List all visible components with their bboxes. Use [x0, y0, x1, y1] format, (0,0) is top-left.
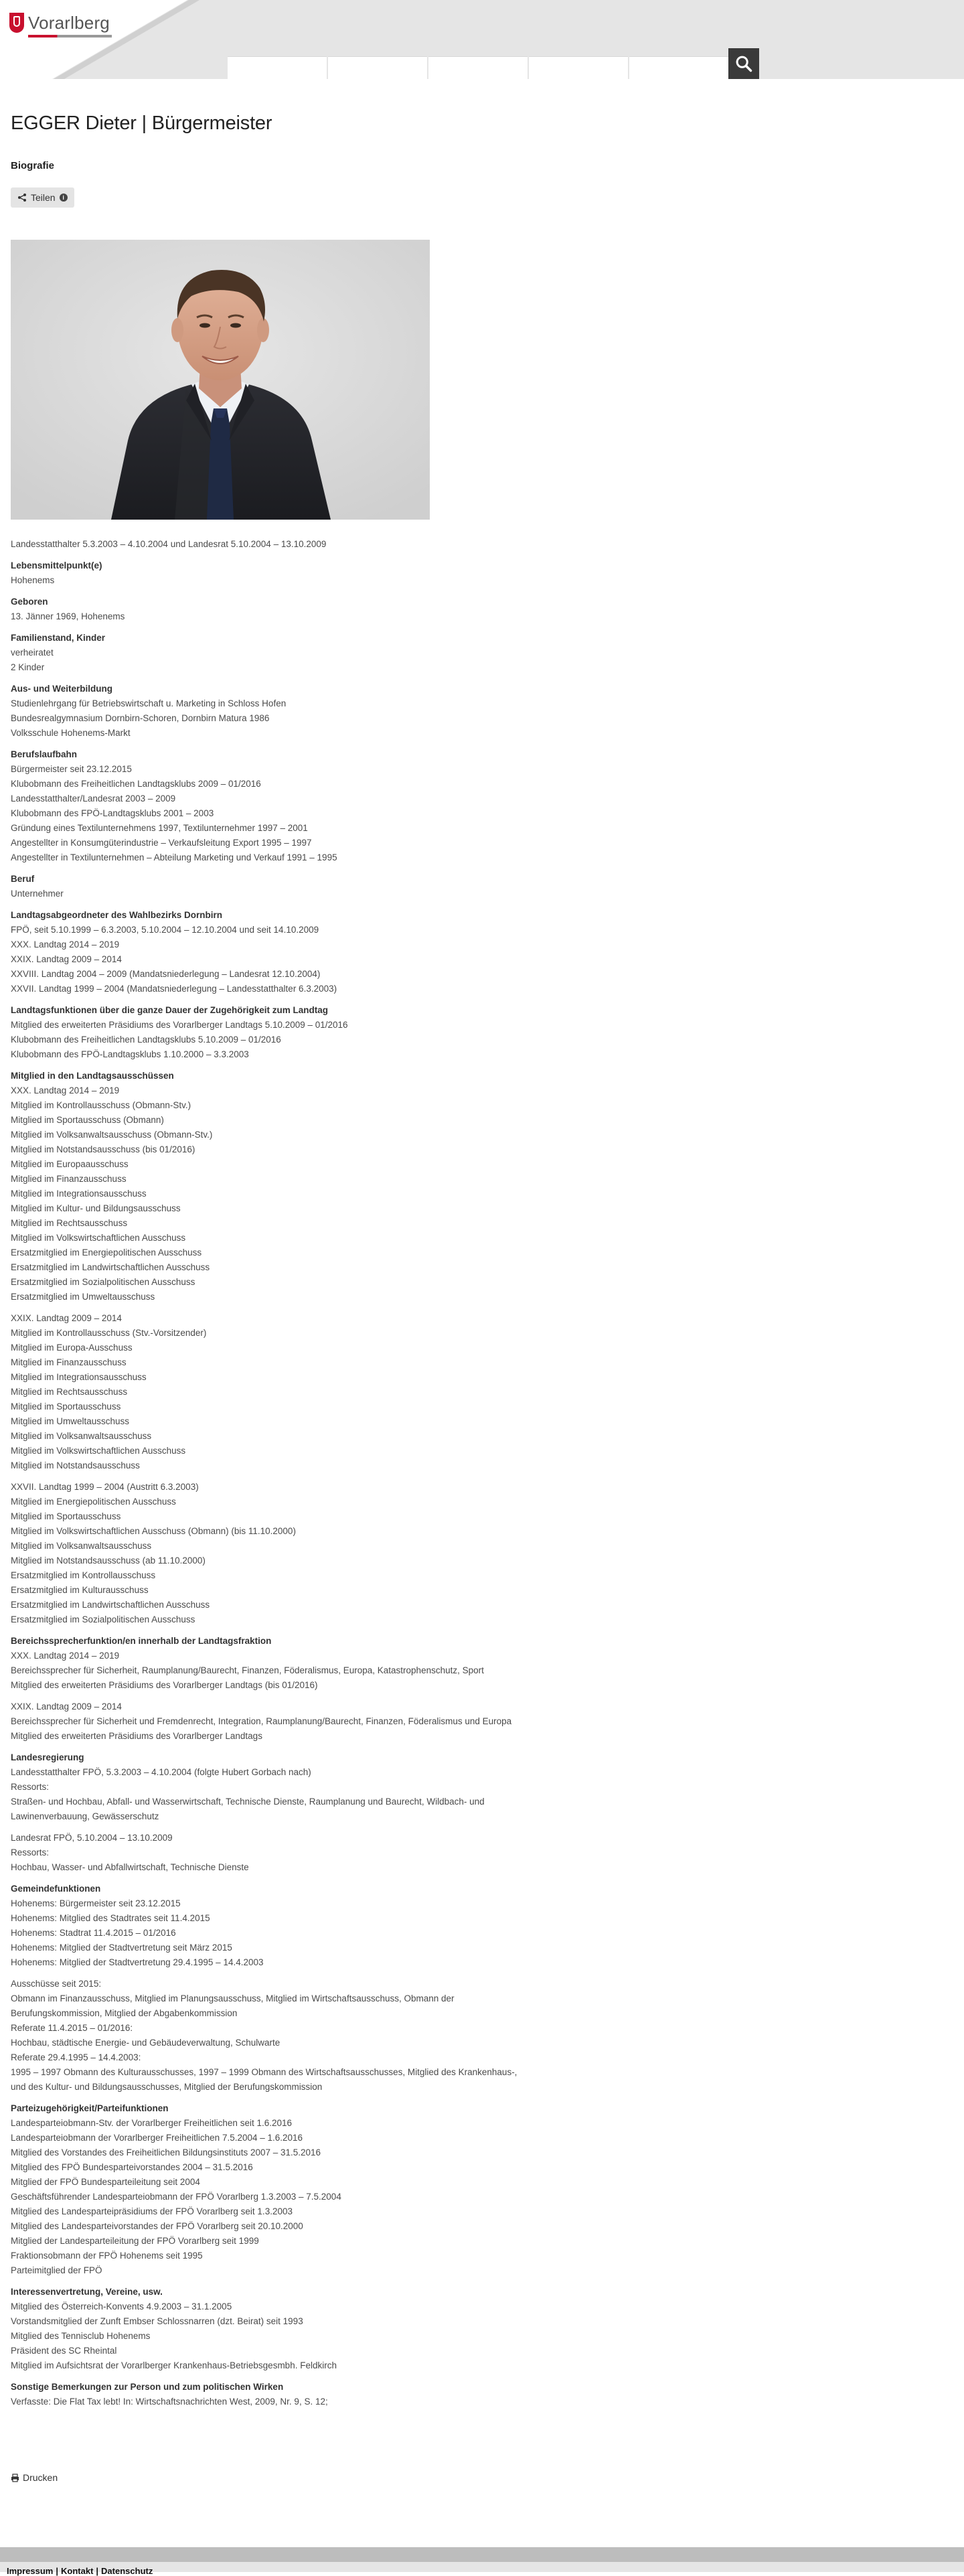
section-line: Mitglied im Volkswirtschaftlichen Ausschuss: [11, 1233, 186, 1243]
section-line: Hochbau, Wasser- und Abfallwirtschaft, Technische Dienste: [11, 1862, 249, 1872]
section-heading: Familienstand, Kinder: [11, 633, 106, 643]
section-line: XXVII. Landtag 1999 – 2004 (Austritt 6.3.2003): [11, 1482, 199, 1492]
section-line: Berufungskommission, Mitglied der Abgabenkommission: [11, 2008, 238, 2018]
section-line: Ersatzmitglied im Landwirtschaftlichen Ausschuss: [11, 1262, 210, 1272]
section-line: XXVIII. Landtag 2004 – 2009 (Mandatsniederlegung – Landesrat 12.10.2004): [11, 969, 321, 979]
share-icon: [17, 193, 27, 202]
section-line: Klubobmann des FPÖ-Landtagsklubs 2001 – 2003: [11, 808, 214, 818]
section-spacer: [11, 1824, 747, 1831]
section-line: Volksschule Hohenems-Markt: [11, 728, 131, 738]
logo-underline: [28, 35, 112, 37]
print-label: Drucken: [23, 2472, 58, 2483]
bio-section: [11, 2101, 747, 2278]
search-icon: [734, 54, 753, 73]
section-heading: Gemeindefunktionen: [11, 1884, 101, 1894]
logo-wordmark: Vorarlberg: [28, 12, 110, 33]
section-line: Mitglied der Landesparteileitung der FPÖ Vorarlberg seit 1999: [11, 2236, 259, 2246]
section-line: Mitglied des erweiterten Präsidiums des Vorarlberger Landtags (bis 01/2016): [11, 1680, 318, 1690]
main-nav: [228, 56, 728, 79]
section-line: Klubobmann des Freiheitlichen Landtagsklubs 5.10.2009 – 01/2016: [11, 1035, 281, 1045]
section-line: Verfasste: Die Flat Tax lebt! In: Wirtschaftsnachrichten West, 2009, Nr. 9, S. 12;: [11, 2397, 328, 2407]
section-line: XXIX. Landtag 2009 – 2014: [11, 954, 122, 964]
section-line: Mitglied im Europa-Ausschuss: [11, 1343, 133, 1353]
section-heading: Parteizugehörigkeit/Parteifunktionen: [11, 2103, 169, 2113]
section-line: Mitglied im Volksanwaltsausschuss: [11, 1541, 152, 1551]
section-line: Referate 11.4.2015 – 01/2016:: [11, 2023, 133, 2033]
page-title: EGGER Dieter | Bürgermeister: [11, 112, 272, 134]
section-heading: Sonstige Bemerkungen zur Person und zum politischen Wirken: [11, 2382, 284, 2392]
section-line: Angestellter in Textilunternehmen – Abteilung Marketing und Verkauf 1991 – 1995: [11, 852, 337, 862]
section-line: XXVII. Landtag 1999 – 2004 (Mandatsniederlegung – Landesstatthalter 6.3.2003): [11, 984, 337, 994]
section-line: Mitglied des FPÖ Bundesparteivorstandes 2004 – 31.5.2016: [11, 2162, 253, 2172]
section-spacer: [11, 1970, 747, 1977]
intro-text: Landesstatthalter 5.3.2003 – 4.10.2004 und Landesrat 5.10.2004 – 13.10.2009: [11, 539, 327, 549]
section-line: Landesparteiobmann-Stv. der Vorarlberger Freiheitlichen seit 1.6.2016: [11, 2118, 292, 2128]
section-line: Ressorts:: [11, 1782, 50, 1792]
section-line: Klubobmann des FPÖ-Landtagsklubs 1.10.2000 – 3.3.2003: [11, 1049, 249, 1059]
bio-section: [11, 1750, 747, 1875]
section-line: Ausschüsse seit 2015:: [11, 1979, 102, 1989]
section-heading: Mitglied in den Landtagsausschüssen: [11, 1071, 174, 1081]
section-line: Ersatzmitglied im Landwirtschaftlichen Ausschuss: [11, 1600, 210, 1610]
section-line: Mitglied im Energiepolitischen Ausschuss: [11, 1497, 176, 1507]
bio-section: [11, 2285, 747, 2373]
section-spacer: [11, 1693, 747, 1699]
portrait-illustration: [11, 240, 430, 520]
bio-section: [11, 1069, 747, 1627]
section-line: Mitglied des erweiterten Präsidiums des Vorarlberger Landtags: [11, 1731, 262, 1741]
section-line: Angestellter in Konsumgüterindustrie – Verkaufsleitung Export 1995 – 1997: [11, 838, 312, 848]
section-line: Hohenems: Mitglied des Stadtrates seit 11.4.2015: [11, 1913, 210, 1923]
bio-section: [11, 1882, 747, 2095]
section-line: Ersatzmitglied im Kulturausschuss: [11, 1585, 149, 1595]
section-line: Mitglied im Volksanwaltsausschuss (Obmann-Stv.): [11, 1130, 213, 1140]
section-line: Mitglied des Landesparteivorstandes der FPÖ Vorarlberg seit 20.10.2000: [11, 2221, 303, 2231]
section-spacer: [11, 1473, 747, 1480]
section-line: Ressorts:: [11, 1847, 50, 1858]
bio-section: [11, 872, 747, 901]
section-line: Mitglied des Österreich-Konvents 4.9.2003 – 31.1.2005: [11, 2301, 232, 2312]
section-line: Mitglied im Notstandsausschuss (ab 11.10.2000): [11, 1556, 206, 1566]
biography-sections: [11, 558, 747, 2409]
section-line: Unternehmer: [11, 889, 64, 899]
section-line: XXIX. Landtag 2009 – 2014: [11, 1313, 122, 1323]
bio-section: [11, 558, 747, 588]
section-line: Klubobmann des Freiheitlichen Landtagsklubs 2009 – 01/2016: [11, 779, 261, 789]
section-line: Vorstandsmitglied der Zunft Embser Schlossnarren (dzt. Beirat) seit 1993: [11, 2316, 303, 2326]
bio-section: [11, 631, 747, 675]
nav-item-5[interactable]: [629, 56, 728, 79]
section-line: Landesstatthalter/Landesrat 2003 – 2009: [11, 793, 176, 804]
section-line: XXX. Landtag 2014 – 2019: [11, 1085, 120, 1095]
section-line: Landesrat FPÖ, 5.10.2004 – 13.10.2009: [11, 1833, 173, 1843]
section-line: Hohenems: Stadtrat 11.4.2015 – 01/2016: [11, 1928, 176, 1938]
section-line: Mitglied im Volksanwaltsausschuss: [11, 1431, 152, 1441]
info-icon: i: [60, 194, 68, 202]
page-subtitle: Biografie: [11, 160, 55, 171]
section-line: FPÖ, seit 5.10.1999 – 6.3.2003, 5.10.2004 – 12.10.2004 und seit 14.10.2009: [11, 925, 319, 935]
section-line: Mitglied im Notstandsausschuss: [11, 1460, 140, 1470]
bio-section: [11, 1634, 747, 1744]
section-line: Hohenems: Mitglied der Stadtvertretung 29.4.1995 – 14.4.2003: [11, 1957, 264, 1967]
portrait-photo: [11, 240, 430, 520]
section-line: Mitglied im Integrationsausschuss: [11, 1372, 147, 1382]
section-line: Ersatzmitglied im Energiepolitischen Ausschuss: [11, 1247, 202, 1258]
footer-link-datenschutz[interactable]: Datenschutz: [101, 2566, 153, 2576]
section-line: Bürgermeister seit 23.12.2015: [11, 764, 132, 774]
section-line: Mitglied im Finanzausschuss: [11, 1174, 127, 1184]
section-line: Gründung eines Textilunternehmens 1997, Textilunternehmer 1997 – 2001: [11, 823, 308, 833]
bio-section: [11, 747, 747, 865]
footer-separator: |: [56, 2566, 59, 2576]
section-line: Mitglied im Rechtsausschuss: [11, 1387, 128, 1397]
section-line: Obmann im Finanzausschuss, Mitglied im Planungsausschuss, Mitglied im Wirtschaftsausschuss, Obmann der: [11, 1993, 455, 2003]
section-line: XXIX. Landtag 2009 – 2014: [11, 1701, 122, 1712]
section-line: Mitglied im Volkswirtschaftlichen Ausschuss (Obmann) (bis 11.10.2000): [11, 1526, 296, 1536]
section-heading: Bereichssprecherfunktion/en innerhalb der Landtagsfraktion: [11, 1636, 272, 1646]
section-line: Hohenems: Bürgermeister seit 23.12.2015: [11, 1898, 181, 1908]
bio-section: [11, 682, 747, 741]
section-line: und des Kultur- und Bildungsausschusses, Mitglied der Berufungskommission: [11, 2082, 323, 2092]
section-line: Präsident des SC Rheintal: [11, 2346, 117, 2356]
print-icon: [11, 2474, 19, 2482]
section-line: Mitglied im Notstandsausschuss (bis 01/2016): [11, 1144, 195, 1154]
section-spacer: [11, 1304, 747, 1311]
section-line: Geschäftsführender Landesparteiobmann der FPÖ Vorarlberg 1.3.2003 – 7.5.2004: [11, 2192, 341, 2202]
crest-icon: [9, 13, 24, 33]
section-line: Mitglied im Volkswirtschaftlichen Ausschuss: [11, 1446, 186, 1456]
section-line: Mitglied im Kultur- und Bildungsausschuss: [11, 1203, 181, 1213]
section-line: 1995 – 1997 Obmann des Kulturausschusses, 1997 – 1999 Obmann des Wirtschaftsausschusses, Mitglied des Krankenhaus-,: [11, 2067, 517, 2077]
share-label: Teilen: [31, 192, 56, 203]
section-line: Ersatzmitglied im Sozialpolitischen Ausschuss: [11, 1614, 195, 1624]
section-line: Ersatzmitglied im Kontrollausschuss: [11, 1570, 156, 1580]
footer-links: [7, 2566, 153, 2576]
section-line: Hohenems: Mitglied der Stadtvertretung seit März 2015: [11, 1943, 232, 1953]
section-heading: Aus- und Weiterbildung: [11, 684, 112, 694]
section-heading: Lebensmittelpunkt(e): [11, 560, 102, 571]
section-line: Ersatzmitglied im Sozialpolitischen Ausschuss: [11, 1277, 195, 1287]
footer-separator: |: [96, 2566, 99, 2576]
nav-item-4[interactable]: [529, 56, 628, 79]
section-heading: Landtagsfunktionen über die ganze Dauer der Zugehörigkeit zum Landtag: [11, 1005, 329, 1015]
section-line: XXX. Landtag 2014 – 2019: [11, 1651, 120, 1661]
section-line: XXX. Landtag 2014 – 2019: [11, 939, 120, 950]
section-heading: Beruf: [11, 874, 35, 884]
section-line: Mitglied im Sportausschuss: [11, 1401, 121, 1412]
section-line: Mitglied im Sportausschuss (Obmann): [11, 1115, 164, 1125]
section-heading: Berufslaufbahn: [11, 749, 78, 759]
section-line: Fraktionsobmann der FPÖ Hohenems seit 1995: [11, 2251, 203, 2261]
section-line: Mitglied im Umweltausschuss: [11, 1416, 130, 1426]
section-heading: Geboren: [11, 597, 48, 607]
bio-section: [11, 595, 747, 624]
footer-link-kontakt[interactable]: Kontakt: [61, 2566, 94, 2576]
section-line: Mitglied im Kontrollausschuss (Stv.-Vorsitzender): [11, 1328, 207, 1338]
section-line: Straßen- und Hochbau, Abfall- und Wasserwirtschaft, Technische Dienste, Raumplanung und Baurecht, Wildbach- und: [11, 1797, 485, 1807]
site-header: [0, 0, 964, 79]
share-button[interactable]: [11, 187, 74, 208]
section-line: Mitglied des Vorstandes des Freiheitlichen Bildungsinstituts 2007 – 31.5.2016: [11, 2147, 321, 2157]
bio-section: [11, 2380, 747, 2409]
section-line: Mitglied im Europaausschuss: [11, 1159, 129, 1169]
section-line: Mitglied im Kontrollausschuss (Obmann-Stv.): [11, 1100, 191, 1110]
section-line: 13. Jänner 1969, Hohenems: [11, 611, 125, 621]
section-line: 2 Kinder: [11, 662, 45, 672]
nav-item-1[interactable]: [228, 56, 327, 79]
section-line: Lawinenverbauung, Gewässerschutz: [11, 1811, 159, 1821]
section-line: Landesparteiobmann der Vorarlberger Freiheitlichen 7.5.2004 – 1.6.2016: [11, 2133, 303, 2143]
section-heading: Interessenvertretung, Vereine, usw.: [11, 2287, 163, 2297]
section-line: Mitglied im Aufsichtsrat der Vorarlberger Krankenhaus-Betriebsgesmbh. Feldkirch: [11, 2360, 337, 2370]
print-link[interactable]: [11, 2472, 58, 2483]
bio-section: [11, 908, 747, 996]
section-line: Parteimitglied der FPÖ: [11, 2265, 102, 2275]
section-line: Referate 29.4.1995 – 14.4.2003:: [11, 2052, 141, 2062]
section-line: Bereichssprecher für Sicherheit und Fremdenrecht, Integration, Raumplanung/Baurecht, Finanzen, Föderalismus und Europa: [11, 1716, 512, 1726]
section-line: Mitglied der FPÖ Bundesparteileitung seit 2004: [11, 2177, 200, 2187]
section-line: Hochbau, städtische Energie- und Gebäudeverwaltung, Schulwarte: [11, 2038, 280, 2048]
section-line: Bereichssprecher für Sicherheit, Raumplanung/Baurecht, Finanzen, Föderalismus, Europa, Katastrophenschutz, Sport: [11, 1665, 484, 1675]
section-line: Mitglied des Landesparteipräsidiums der FPÖ Vorarlberg seit 1.3.2003: [11, 2206, 293, 2216]
nav-item-2[interactable]: [328, 56, 427, 79]
vorarlberg-logo[interactable]: [9, 9, 110, 36]
footer-link-impressum[interactable]: Impressum: [7, 2566, 54, 2576]
section-line: Mitglied im Sportausschuss: [11, 1511, 121, 1521]
section-heading: Landesregierung: [11, 1752, 84, 1762]
section-line: Ersatzmitglied im Umweltausschuss: [11, 1292, 155, 1302]
nav-item-3[interactable]: [428, 56, 528, 79]
section-line: Mitglied im Rechtsausschuss: [11, 1218, 128, 1228]
section-line: Mitglied im Finanzausschuss: [11, 1357, 127, 1367]
section-line: Mitglied des Tennisclub Hohenems: [11, 2331, 151, 2341]
search-button[interactable]: [728, 48, 759, 79]
section-line: Mitglied des erweiterten Präsidiums des Vorarlberger Landtags 5.10.2009 – 01/2016: [11, 1020, 348, 1030]
section-line: Studienlehrgang für Betriebswirtschaft u. Marketing in Schloss Hofen: [11, 698, 287, 708]
section-line: Hohenems: [11, 575, 55, 585]
section-line: Bundesrealgymnasium Dornbirn-Schoren, Dornbirn Matura 1986: [11, 713, 270, 723]
biography-content: [11, 537, 747, 2409]
section-line: Landesstatthalter FPÖ, 5.3.2003 – 4.10.2004 (folgte Hubert Gorbach nach): [11, 1767, 311, 1777]
footer-divider: [0, 2547, 964, 2562]
bio-section: [11, 1003, 747, 1062]
main-content: [11, 112, 747, 2416]
section-line: Mitglied im Integrationsausschuss: [11, 1189, 147, 1199]
section-line: verheiratet: [11, 648, 54, 658]
section-heading: Landtagsabgeordneter des Wahlbezirks Dornbirn: [11, 910, 223, 920]
